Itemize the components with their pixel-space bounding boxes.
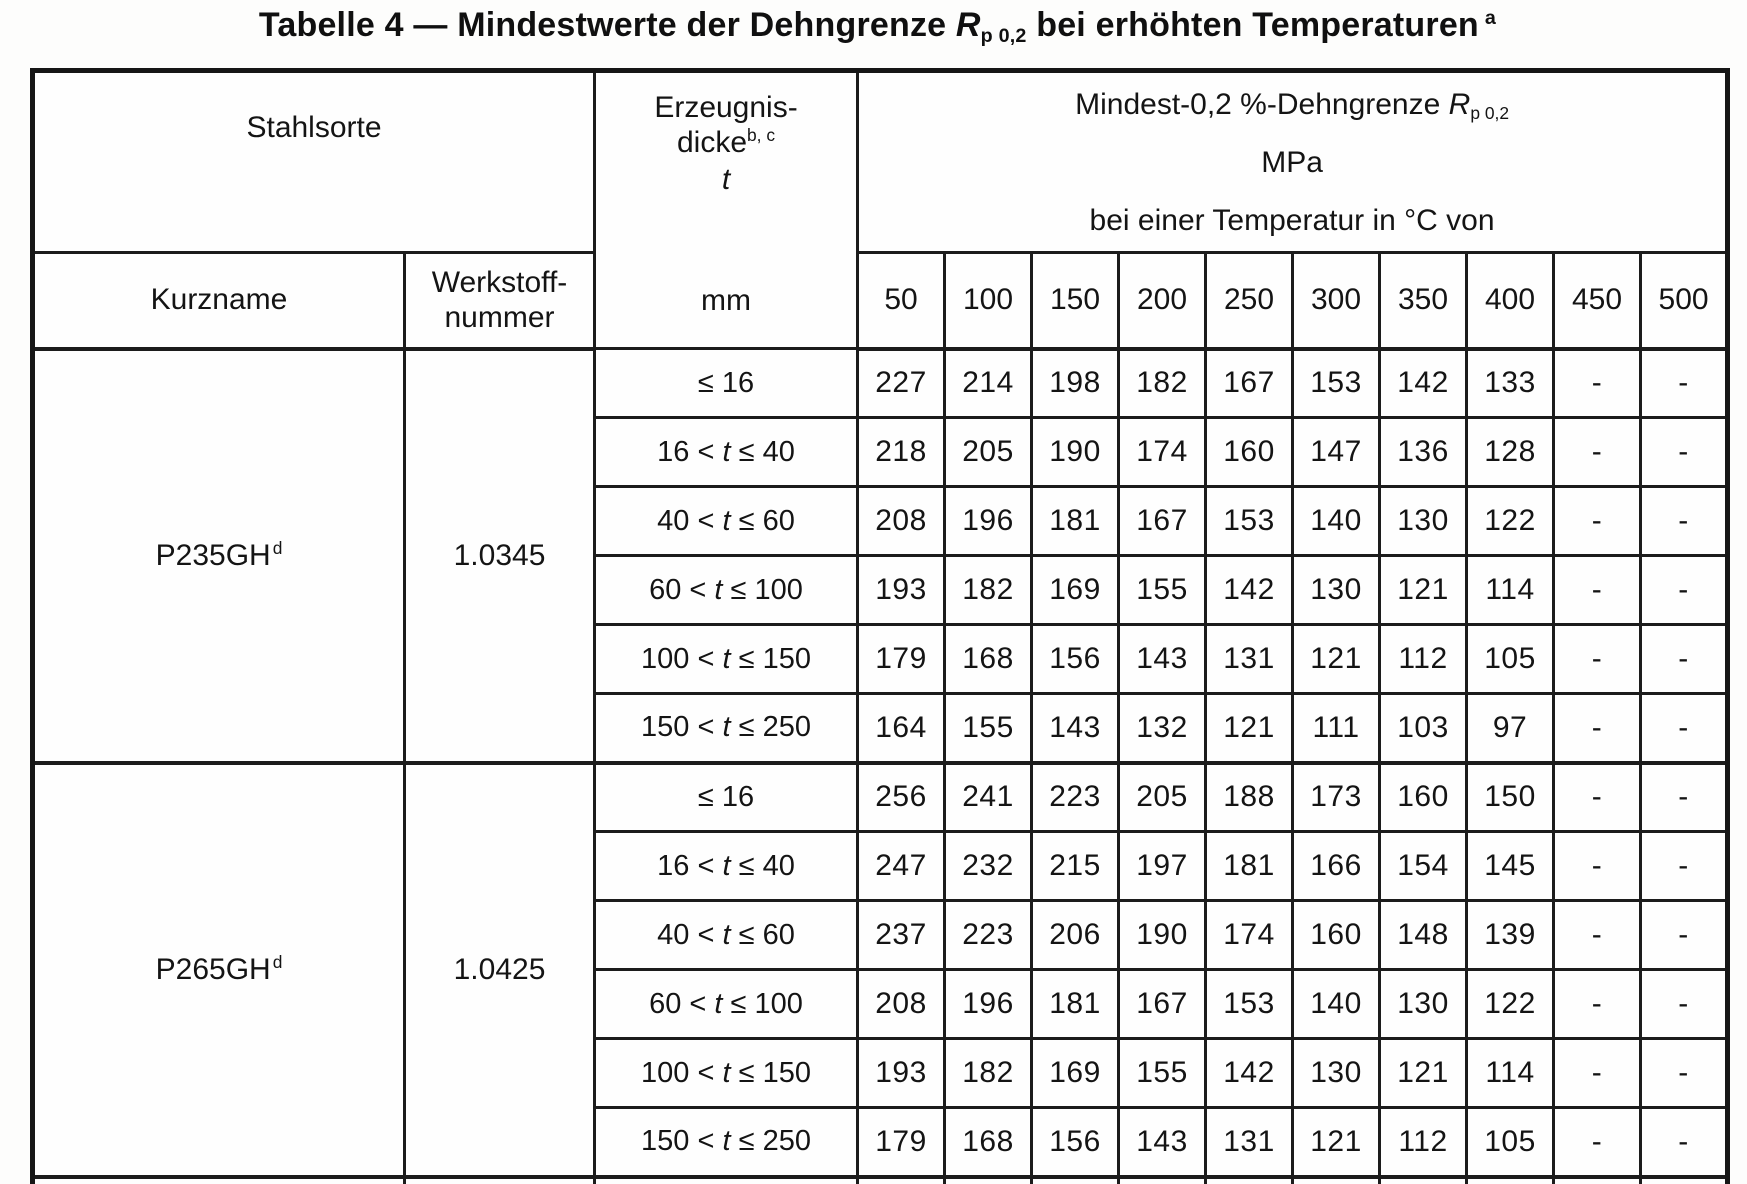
strength-value-cell: 193 bbox=[858, 556, 945, 625]
strength-value-cell: 179 bbox=[858, 1108, 945, 1177]
strength-value-cell: - bbox=[1641, 556, 1728, 625]
strength-value-cell: 153 bbox=[1293, 349, 1380, 418]
col-header-temp-400: 400 bbox=[1467, 253, 1554, 349]
strength-value-cell: - bbox=[1641, 418, 1728, 487]
strength-value-cell: 148 bbox=[1380, 901, 1467, 970]
strength-value-cell: 131 bbox=[1206, 1108, 1293, 1177]
strength-value-cell: 205 bbox=[945, 418, 1032, 487]
strength-value-cell: 132 bbox=[1119, 694, 1206, 763]
strength-value-cell: 156 bbox=[1032, 1108, 1119, 1177]
strength-value-cell: 121 bbox=[1293, 625, 1380, 694]
strength-value-cell: - bbox=[1554, 349, 1641, 418]
strength-value-cell: 223 bbox=[945, 901, 1032, 970]
strength-value-cell: 227 bbox=[858, 349, 945, 418]
strength-value-cell: 166 bbox=[1293, 832, 1380, 901]
strength-value-cell: 112 bbox=[1380, 625, 1467, 694]
thickness-range-cell: 100 < t ≤ 150 bbox=[595, 1039, 858, 1108]
thickness-range-cell: 150 < t ≤ 250 bbox=[595, 694, 858, 763]
thickness-range-cell: 100 < t ≤ 150 bbox=[595, 625, 858, 694]
strength-value-cell: 173 bbox=[1293, 763, 1380, 832]
strength-value-cell: 190 bbox=[1119, 901, 1206, 970]
strength-value-cell: 196 bbox=[945, 487, 1032, 556]
strength-value-cell: 182 bbox=[1119, 349, 1206, 418]
strength-value-cell: 256 bbox=[858, 763, 945, 832]
strength-value-cell: 181 bbox=[1032, 970, 1119, 1039]
strength-value-cell: 169 bbox=[1032, 1039, 1119, 1108]
strength-value-cell: 160 bbox=[1380, 763, 1467, 832]
title-symbol-subscript: p 0,2 bbox=[980, 24, 1027, 47]
thickness-range-cell: 60 < t ≤ 100 bbox=[595, 970, 858, 1039]
strength-value-cell: 105 bbox=[1467, 1108, 1554, 1177]
strength-value-cell: - bbox=[1641, 1108, 1728, 1177]
strength-value-cell: - bbox=[1554, 1108, 1641, 1177]
thickness-range-cell: 16 < t ≤ 40 bbox=[595, 418, 858, 487]
strength-value-cell: 143 bbox=[1119, 625, 1206, 694]
strength-value-cell: 105 bbox=[1467, 625, 1554, 694]
title-text-suffix: bei erhöhten Temperaturen bbox=[1026, 6, 1479, 44]
strength-value-cell: 121 bbox=[1380, 1039, 1467, 1108]
strength-value-cell: 182 bbox=[945, 1039, 1032, 1108]
strength-value-cell: 114 bbox=[1467, 1039, 1554, 1108]
page-title bbox=[30, 6, 1725, 45]
title-symbol-r: Rp 0,2 bbox=[955, 6, 1027, 47]
strength-value-cell: - bbox=[1641, 349, 1728, 418]
strength-value-cell: 160 bbox=[1206, 418, 1293, 487]
partial-cell bbox=[595, 1177, 858, 1184]
strength-value-cell: 167 bbox=[1119, 970, 1206, 1039]
strength-value-cell: 140 bbox=[1293, 970, 1380, 1039]
partial-cell bbox=[33, 1177, 405, 1184]
strength-value-cell: 143 bbox=[1032, 694, 1119, 763]
strength-value-cell: 97 bbox=[1467, 694, 1554, 763]
strength-value-cell: 218 bbox=[858, 418, 945, 487]
partial-cell bbox=[1119, 1177, 1206, 1184]
steel-name-cell: P235GH $^d$ bbox=[33, 349, 405, 763]
thickness-symbol: t bbox=[721, 162, 731, 196]
strength-value-cell: 168 bbox=[945, 625, 1032, 694]
strength-value-cell: 208 bbox=[858, 487, 945, 556]
strength-value-cell: - bbox=[1641, 832, 1728, 901]
col-header-temp-450: 450 bbox=[1554, 253, 1641, 349]
strength-value-cell: - bbox=[1554, 763, 1641, 832]
strength-value-cell: 193 bbox=[858, 1039, 945, 1108]
strength-value-cell: - bbox=[1554, 970, 1641, 1039]
partial-cell bbox=[945, 1177, 1032, 1184]
strength-value-cell: - bbox=[1554, 832, 1641, 901]
col-header-temp-100: 100 bbox=[945, 253, 1032, 349]
strength-value-cell: 121 bbox=[1206, 694, 1293, 763]
strength-value-cell: - bbox=[1641, 901, 1728, 970]
thickness-range-cell: 40 < t ≤ 60 bbox=[595, 487, 858, 556]
strength-value-cell: 198 bbox=[1032, 349, 1119, 418]
strength-value-cell: 190 bbox=[1032, 418, 1119, 487]
thickness-range-cell: ≤ 16 bbox=[595, 763, 858, 832]
strength-value-cell: 147 bbox=[1293, 418, 1380, 487]
table-row bbox=[33, 349, 1728, 418]
strength-value-cell: 133 bbox=[1467, 349, 1554, 418]
strength-value-cell: 142 bbox=[1206, 556, 1293, 625]
strength-value-cell: 131 bbox=[1206, 625, 1293, 694]
strength-value-cell: 155 bbox=[1119, 556, 1206, 625]
col-header-stahlsorte: Stahlsorte bbox=[33, 71, 595, 253]
partial-cell bbox=[405, 1177, 595, 1184]
strength-value-cell: - bbox=[1554, 1039, 1641, 1108]
col-header-temp-300: 300 bbox=[1293, 253, 1380, 349]
col-header-temp-150: 150 bbox=[1032, 253, 1119, 349]
thickness-unit: mm bbox=[701, 284, 751, 317]
footnote-ref-a: a bbox=[1484, 6, 1497, 29]
strength-value-cell: 168 bbox=[945, 1108, 1032, 1177]
strength-value-cell: 188 bbox=[1206, 763, 1293, 832]
partial-cell bbox=[1380, 1177, 1467, 1184]
strength-value-cell: 160 bbox=[1293, 901, 1380, 970]
steel-name-cell: P265GH $^d$ bbox=[33, 763, 405, 1177]
col-header-kurzname: Kurzname bbox=[33, 253, 405, 349]
thickness-range-cell: 150 < t ≤ 250 bbox=[595, 1108, 858, 1177]
material-number-cell: 1.0425 bbox=[405, 763, 595, 1177]
col-header-temp-200: 200 bbox=[1119, 253, 1206, 349]
strength-value-cell: 155 bbox=[1119, 1039, 1206, 1108]
strength-value-cell: - bbox=[1641, 694, 1728, 763]
strength-value-cell: 142 bbox=[1380, 349, 1467, 418]
strength-value-cell: 214 bbox=[945, 349, 1032, 418]
strength-value-cell: 143 bbox=[1119, 1108, 1206, 1177]
strength-value-cell: 111 bbox=[1293, 694, 1380, 763]
strength-value-cell: 208 bbox=[858, 970, 945, 1039]
strength-value-cell: - bbox=[1554, 625, 1641, 694]
strength-value-cell: 167 bbox=[1206, 349, 1293, 418]
strength-value-cell: 164 bbox=[858, 694, 945, 763]
col-header-temp-50: 50 bbox=[858, 253, 945, 349]
strength-value-cell: 153 bbox=[1206, 970, 1293, 1039]
strength-value-cell: - bbox=[1641, 1039, 1728, 1108]
thickness-range-cell: 16 < t ≤ 40 bbox=[595, 832, 858, 901]
partial-cell bbox=[858, 1177, 945, 1184]
material-number-cell: 1.0345 bbox=[405, 349, 595, 763]
strength-value-cell: 174 bbox=[1206, 901, 1293, 970]
strength-value-cell: 130 bbox=[1293, 556, 1380, 625]
strength-value-cell: - bbox=[1641, 625, 1728, 694]
strength-value-cell: 223 bbox=[1032, 763, 1119, 832]
strength-value-cell: 197 bbox=[1119, 832, 1206, 901]
strength-value-cell: 181 bbox=[1206, 832, 1293, 901]
strength-value-cell: - bbox=[1554, 694, 1641, 763]
strength-value-cell: 121 bbox=[1293, 1108, 1380, 1177]
strength-value-cell: 232 bbox=[945, 832, 1032, 901]
temperature-caption: bei einer Temperatur in °C von bbox=[1089, 204, 1495, 237]
strength-value-cell: 122 bbox=[1467, 970, 1554, 1039]
footnote-ref-bc: b, c bbox=[747, 125, 776, 146]
strength-value-cell: 153 bbox=[1206, 487, 1293, 556]
erzeugnisdicke-label: Erzeugnis- dicke$^{b, c}$ t bbox=[596, 90, 856, 198]
strength-value-cell: 140 bbox=[1293, 487, 1380, 556]
strength-value-cell: 128 bbox=[1467, 418, 1554, 487]
strength-value-cell: 215 bbox=[1032, 832, 1119, 901]
strength-value-cell: 241 bbox=[945, 763, 1032, 832]
partial-cell bbox=[1641, 1177, 1728, 1184]
footnote-ref-d: d bbox=[272, 951, 283, 972]
col-header-erzeugnisdicke bbox=[595, 71, 858, 349]
strength-value-cell: 205 bbox=[1119, 763, 1206, 832]
strength-value-cell: 167 bbox=[1119, 487, 1206, 556]
strength-value-cell: 174 bbox=[1119, 418, 1206, 487]
title-text: Tabelle 4 — Mindestwerte der Dehngrenze bbox=[258, 6, 956, 44]
partial-cell bbox=[1554, 1177, 1641, 1184]
strength-value-cell: 142 bbox=[1206, 1039, 1293, 1108]
col-header-temp-350: 350 bbox=[1380, 253, 1467, 349]
thickness-range-cell: 40 < t ≤ 60 bbox=[595, 901, 858, 970]
thickness-range-cell: 60 < t ≤ 100 bbox=[595, 556, 858, 625]
table-row-partial bbox=[33, 1177, 1728, 1184]
strength-value-cell: 130 bbox=[1380, 970, 1467, 1039]
strength-value-cell: 155 bbox=[945, 694, 1032, 763]
strength-value-cell: 206 bbox=[1032, 901, 1119, 970]
strength-value-cell: - bbox=[1641, 970, 1728, 1039]
strength-value-cell: - bbox=[1554, 901, 1641, 970]
strength-value-cell: 114 bbox=[1467, 556, 1554, 625]
strength-value-cell: 150 bbox=[1467, 763, 1554, 832]
col-header-temp-250: 250 bbox=[1206, 253, 1293, 349]
strength-value-cell: 156 bbox=[1032, 625, 1119, 694]
strength-value-cell: 196 bbox=[945, 970, 1032, 1039]
partial-cell bbox=[1206, 1177, 1293, 1184]
strength-value-cell: - bbox=[1554, 556, 1641, 625]
data-table bbox=[30, 68, 1730, 1184]
strength-value-cell: 247 bbox=[858, 832, 945, 901]
strength-value-cell: 121 bbox=[1380, 556, 1467, 625]
unit-label: MPa bbox=[1261, 146, 1323, 179]
strength-value-cell: 136 bbox=[1380, 418, 1467, 487]
strength-value-cell: 103 bbox=[1380, 694, 1467, 763]
strength-value-cell: 154 bbox=[1380, 832, 1467, 901]
partial-cell bbox=[1293, 1177, 1380, 1184]
strength-value-cell: 179 bbox=[858, 625, 945, 694]
strength-value-cell: 122 bbox=[1467, 487, 1554, 556]
col-header-temp-500: 500 bbox=[1641, 253, 1728, 349]
strength-value-cell: - bbox=[1641, 487, 1728, 556]
strength-value-cell: 181 bbox=[1032, 487, 1119, 556]
strength-value-cell: 145 bbox=[1467, 832, 1554, 901]
strength-value-cell: 139 bbox=[1467, 901, 1554, 970]
partial-cell bbox=[1467, 1177, 1554, 1184]
partial-cell bbox=[1032, 1177, 1119, 1184]
strength-value-cell: - bbox=[1554, 487, 1641, 556]
strength-value-cell: 112 bbox=[1380, 1108, 1467, 1177]
strength-value-cell: 182 bbox=[945, 556, 1032, 625]
strength-value-cell: 237 bbox=[858, 901, 945, 970]
col-header-mindest-dehngrenze bbox=[858, 71, 1728, 253]
mindest-label: Mindest-0,2 %-Dehngrenze Rp 0,2 bbox=[1075, 88, 1509, 124]
footnote-ref-d: d bbox=[272, 537, 283, 558]
strength-value-cell: 169 bbox=[1032, 556, 1119, 625]
table-row bbox=[33, 763, 1728, 832]
strength-value-cell: - bbox=[1554, 418, 1641, 487]
col-header-werkstoffnummer: Werkstoff- nummer bbox=[405, 253, 595, 349]
strength-value-cell: 130 bbox=[1380, 487, 1467, 556]
strength-value-cell: - bbox=[1641, 763, 1728, 832]
strength-value-cell: 130 bbox=[1293, 1039, 1380, 1108]
thickness-range-cell: ≤ 16 bbox=[595, 349, 858, 418]
rp-subscript: p 0,2 bbox=[1470, 103, 1509, 124]
